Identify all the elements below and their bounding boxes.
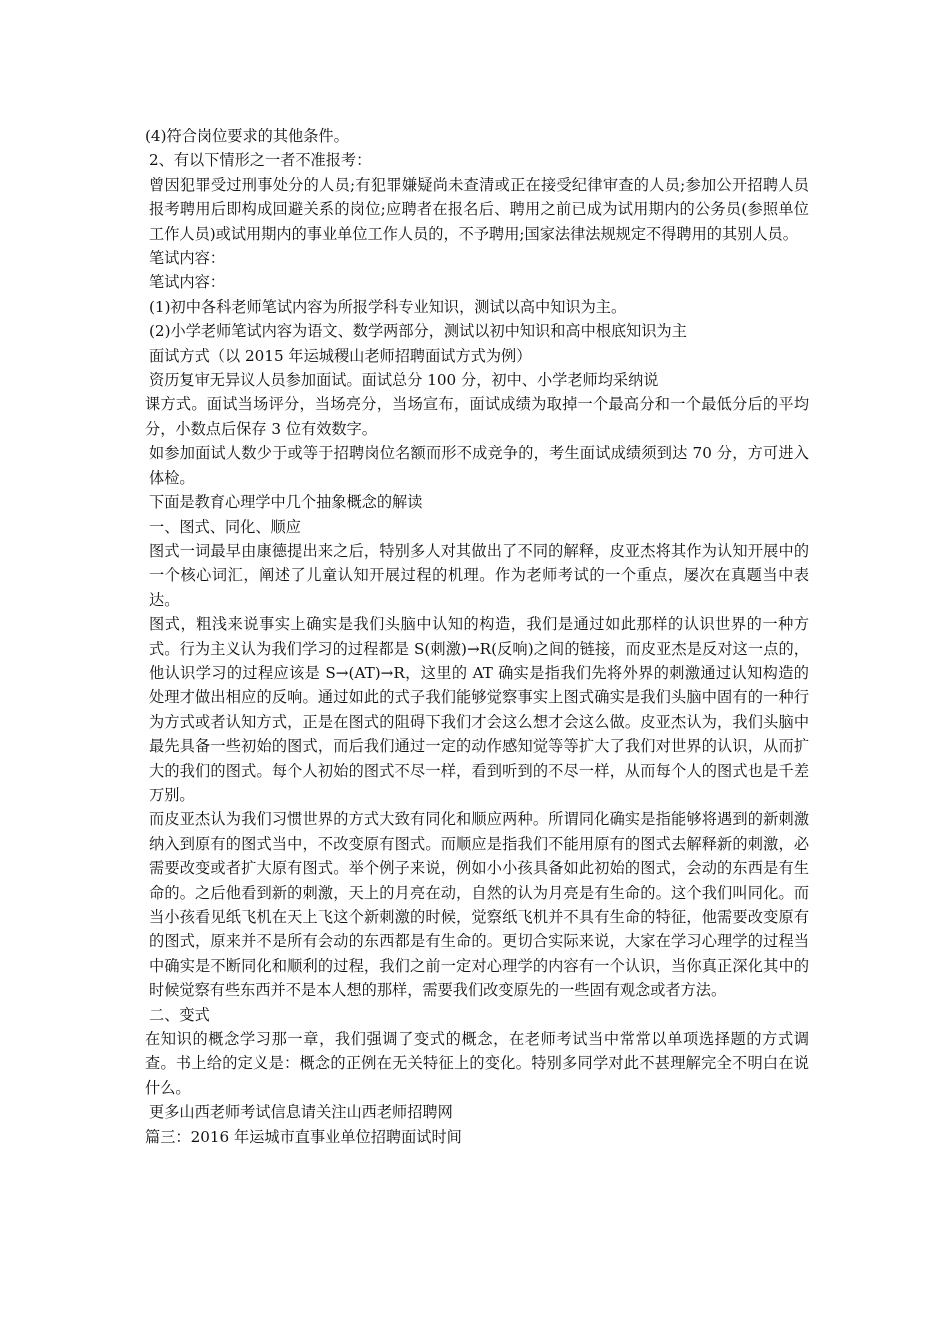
paragraph-written-exam-primary-school: (2)小学老师笔试内容为语文、数学两部分，测试以初中知识和高中根底知识为主 — [149, 322, 687, 341]
paragraph-part-three-title: 篇三：2016 年运城市直事业单位招聘面试时间 — [145, 1127, 462, 1146]
paragraph-interview-method-heading: 面试方式（以 2015 年运城稷山老师招聘面试方式为例） — [149, 346, 532, 365]
document-body — [145, 124, 809, 1149]
paragraph-schema-origin: 图式一词最早由康德提出来之后，特别多人对其做出了不同的解释，皮亚杰将其作为认知开展中的一个核心词汇，阐述了儿童认知开展过程的机理。作为老师考试的一个重点，屡次在真题当中表达。 — [149, 541, 809, 609]
paragraph-variation-explanation: 在知识的概念学习那一章，我们强调了变式的概念，在老师考试当中常常以单项选择题的方式调查。书上给的定义是：概念的正例在无关特征上的变化。特别多同学对此不甚理解完全不明白在说什么。 — [145, 1030, 809, 1097]
section-heading-schema: 一、图式、同化、顺应 — [149, 517, 301, 536]
paragraph-qualification-4: (4)符合岗位要求的其他条件。 — [145, 127, 349, 145]
paragraph-interview-threshold: 如参加面试人数少于或等于招聘岗位名额而形不成竞争的，考生面试成绩须到达 70 分，方可进入体检。 — [149, 444, 809, 487]
section-heading-variation: 二、变式 — [149, 1005, 210, 1024]
paragraph-assimilation-accommodation: 而皮亚杰认为我们习惯世界的方式大致有同化和顺应两种。所谓同化确实是指能够将遇到的新刺激纳入到原有的图式当中，不改变原有图式。而顺应是指我们不能用原有的图式去解释新的刺激，必需要改变或者扩大原有图式。举个例子来说，例如小小孩具备如此初始的图式，会动的东西是有生命的。之后他看到新的刺激，天上的月亮在动，自然的认为月亮是有生命的。这个我们叫同化。而当小孩看见纸飞机在天上飞这个新刺激的时候，觉察纸飞机并不具有生命的特征，他需要改变原有的图式，原来并不是所有会动的东西都是有生命的。更切合实际来说，大家在学习心理学的过程当中确实是不断同化和顺利的过程，我们之前一定对心理学的内容有一个认识，当你真正深化其中的时候觉察有些东西并不是本人想的那样，需要我们改变原先的一些固有观念或者方法。 — [149, 810, 809, 1000]
paragraph-interview-scoring: 课方式。面试当场评分，当场亮分，当场宣布，面试成绩为取掉一个最高分和一个最低分后的平均分，小数点后保存 3 位有效数字。 — [145, 395, 809, 438]
paragraph-schema-explanation: 图式，粗浅来说事实上确实是我们头脑中认知的构造，我们是通过如此那样的认识世界的一种方式。行为主义认为我们学习的过程都是 S(刺激)→R(反响)之间的链接，而皮亚杰是反对这一点的，他认识学习的过程应该是 S→(AT)→R，这里的 AT 确实是指我们先将外界的刺激通过认知构造的处理才做出相应的反响。通过如此的式子我们能够觉察事实上图式确实是我们头脑中固有的一种行为方式或者认知方式，正是在图式的阻碍下我们才会这么想才会这么做。皮亚杰认为，我们头脑中最先具备一些初始的图式，而后我们通过一定的动作感知觉等等扩大了我们对世界的认识，从而扩大的我们的图式。每个人初始的图式不尽一样，看到听到的不尽一样，从而每个人的图式也是千差万别。 — [149, 615, 809, 804]
paragraph-written-exam-heading-2: 笔试内容： — [149, 273, 225, 292]
paragraph-written-exam-middle-school: (1)初中各科老师笔试内容为所报学科专业知识，测试以高中知识为主。 — [149, 297, 627, 316]
paragraph-exclusion-heading: 2、有以下情形之一者不准报考： — [149, 151, 372, 170]
paragraph-interview-intro: 资历复审无异议人员参加面试。面试总分 100 分，初中、小学老师均采纳说 — [149, 371, 659, 390]
paragraph-exclusion-details: 曾因犯罪受过刑事处分的人员;有犯罪嫌疑尚未查清或正在接受纪律审查的人员;参加公开招聘人员报考聘用后即构成回避关系的岗位;应聘者在报名后、聘用之前已成为试用期内的公务员(参照单位工作人员)或试用期内的事业单位工作人员的，不予聘用;国家法律法规规定不得聘用的其别人员。 — [149, 175, 809, 243]
paragraph-psychology-intro: 下面是教育心理学中几个抽象概念的解读 — [149, 493, 423, 512]
paragraph-written-exam-heading-1: 笔试内容： — [149, 249, 225, 268]
paragraph-more-info: 更多山西老师考试信息请关注山西老师招聘网 — [149, 1103, 453, 1122]
